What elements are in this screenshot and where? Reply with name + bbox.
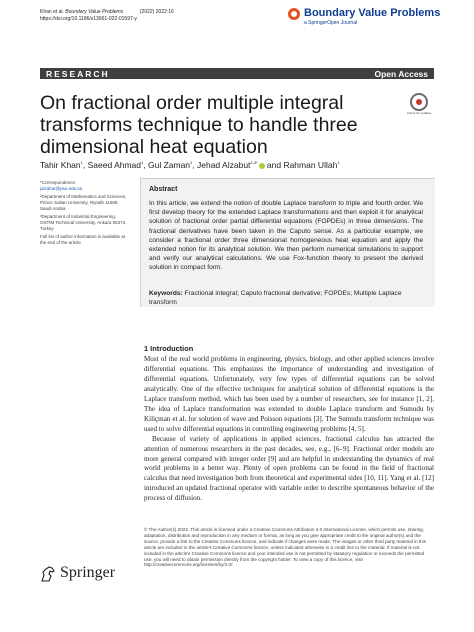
keywords xyxy=(149,289,429,307)
keywords-list: Fractional integral; Caputo fractional derivative; FOPDEs; Multiple Laplace transform xyxy=(149,290,402,307)
journal-logo-title: Boundary Value Problems xyxy=(304,7,441,19)
citation-year-page: (2022) 2022:16 xyxy=(139,9,174,15)
author-list: Tahir Khan$^1$, Saeed Ahmad$^1$, Gul Zaman$^1$, Jehad Alzabut$^{2,3*}$ and Rahman Ullah$^1$ xyxy=(40,160,340,170)
article-type-banner xyxy=(40,68,434,79)
article-title: On fractional order multiple integral transforms technique to handle three dimensional heat equation xyxy=(40,92,358,158)
license-notice: © The Author(s) 2022. This article is licensed under a Creative Commons Attribution 4.0 International License, which permits use, sharing, adaptation, distribution and reproduction in any medium or format, as long as you give appropriate credit to the original author(s) and the source, provide a link to the Creative Commons licence, and indicate if changes were made. The images or other third party material in this article are included in the article's Creative Commons licence, unless indicated otherwise in a credit line to the material. If material is not included in the article's Creative Commons licence and your intended use is not permitted by statutory regulation or exceeds the permitted use, you will need to obtain permission directly from the copyright holder. To view a copy of this licence, visit http://creativecommons.org/licenses/by/4.0/. xyxy=(144,527,427,568)
introduction-paragraph: Most of the real world problems in engineering, physics, biology, and other applied sciences involve differential equations. This emphasizes the importance of understanding and investigation of differential equations. Unfortunately, very few types of differential equations can be solved analytically. One of the effective techniques for analytical solution of differential equations is the Laplace transform method, which has been used by a number of researchers, see for instance [1, 2]. The idea of Laplace transformation was extended to double Laplace transform and Sumudu by Kiliçman et al. for solution of wave and Poisson equations [3]. The Sumudu transform technique was used to solve differential equations in controlling engineering problems [4, 5]. xyxy=(144,355,434,433)
journal-logo-icon xyxy=(288,8,300,20)
open-access-label: Open Access xyxy=(374,69,428,79)
abstract-box xyxy=(140,178,435,307)
author-name[interactable]: Jehad Alzabut xyxy=(197,160,251,170)
citation-journal: Boundary Value Problems xyxy=(65,9,124,15)
doi-link[interactable]: https://doi.org/10.1186/s13661-022-01597-y xyxy=(40,16,137,22)
introduction-body xyxy=(144,355,434,504)
author-affiliation: 1 xyxy=(337,160,340,166)
springer-wordmark: Springer xyxy=(60,564,116,581)
keywords-label: Keywords: xyxy=(149,290,183,297)
author-name[interactable]: Saeed Ahmad xyxy=(87,160,142,170)
citation-authors: Khan et al. xyxy=(40,9,64,15)
correspondence-label: *Correspondence: xyxy=(40,180,77,185)
introduction-paragraph: Because of variety of applications in applied sciences, fractional calculus has attracted the attention of numerous researchers in the past decades, see, e.g., [6–9]. Fractional order models are more general compared with integer order [9] and are helpful in understanding the dynamics of real world problems in a better way. Plenty of open problems can be found in the field of fractional calculus that need investigation both from theoretical and experimental sides [10, 11]. Yang et al. [12] introduced an updated fractional operator with variable order to describe spontaneous behavior of the process of diffusion. xyxy=(144,434,434,503)
affiliations-sidebar xyxy=(40,180,130,248)
affiliation-2: ²Department of Mathematics and Sciences, Prince Sultan University, Riyadh 11586, Saudi Arabia xyxy=(40,194,127,211)
affiliation-3: ³Department of Industrial Engineering, OSTİM Technical University, Ankara 06374, Turkey xyxy=(40,214,127,231)
author-name[interactable]: Rahman Ullah xyxy=(283,160,338,170)
check-updates-label: Check for updates xyxy=(406,111,432,115)
springer-horse-icon xyxy=(40,566,57,582)
author-info-note: Full list of author information is available at the end of the article xyxy=(40,234,126,245)
author-affiliation: 2,3* xyxy=(250,160,258,166)
check-for-updates-button[interactable] xyxy=(406,93,432,119)
check-updates-icon xyxy=(410,93,428,111)
author-affiliation: 1 xyxy=(80,160,83,166)
article-type-label: RESEARCH xyxy=(46,69,110,79)
author-affiliation: 1 xyxy=(190,160,193,166)
citation-header xyxy=(40,9,174,23)
abstract-text: In this article, we extend the notion of double Laplace transform to triple and fourth order. We first develop theory for the extended Laplace transformations and then exploit it for analytical solution of fractional order partial differential equations (FOPDEs) in three dimensions. The fractional derivatives have been taken in the Caputo sense. As a particular example, we consider a fractional order three dimensional homogeneous heat equation and apply the extended notion for its analytical solution. We then perform numerical simulations to support and verify our analytical calculations. We use Fox-function theory to present the derived solution in compact form. xyxy=(149,200,423,272)
orcid-icon[interactable] xyxy=(259,163,265,169)
journal-logo-subtitle: a SpringerOpen Journal xyxy=(304,20,358,26)
author-name[interactable]: Tahir Khan xyxy=(40,160,81,170)
author-affiliation: 1 xyxy=(141,160,144,166)
correspondence-email[interactable]: jalzabut@psu.edu.sa xyxy=(40,186,83,191)
section-heading-introduction: 1 Introduction xyxy=(144,344,194,353)
abstract-heading: Abstract xyxy=(149,186,178,193)
author-name[interactable]: Gul Zaman xyxy=(147,160,191,170)
